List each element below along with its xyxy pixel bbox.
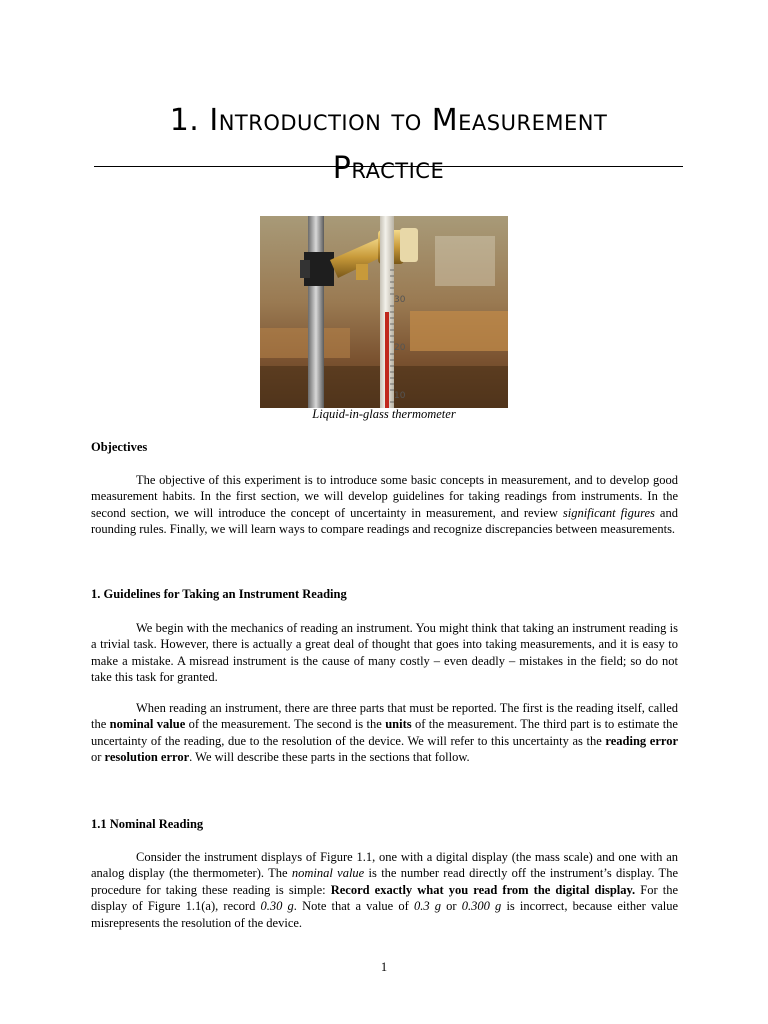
guidelines-paragraph-1: We begin with the mechanics of reading an instrument. You might think that taking an instrument reading is a trivial task. However, there is actually a great deal of thought that goes into taking measurements, and it is easy to make a mistake. A misread instrument is the cause of many costly – even deadly – mistakes in the field; so do not take this task for granted. xyxy=(91,621,678,685)
scale-label-30: 30 xyxy=(394,295,406,305)
chapter-title-line1: 1. Introduction to Measurement xyxy=(169,103,608,138)
scale-label-20: 20 xyxy=(394,343,406,353)
scale-label-10: 10 xyxy=(394,391,406,401)
significant-figures-term: significant figures xyxy=(562,505,655,520)
objectives-paragraph: The objective of this experiment is to introduce some basic concepts in measurement, and to develop good measurement habits. In the first section, we will develop guidelines for taking readings from instruments. In the second section, we will introduce the concept of uncertainty in measurement, and review significant figures and rounding rules. Finally, we will learn ways to compare readings and recognize discrepancies between measurements. xyxy=(91,473,678,537)
objectives-heading: Objectives xyxy=(91,440,148,454)
reading-error-term: reading error xyxy=(605,733,678,748)
resolution-error-term: resolution error xyxy=(104,750,190,765)
nominal-reading-heading: 1.1 Nominal Reading xyxy=(91,817,204,831)
guidelines-heading: 1. Guidelines for Taking an Instrument Reading xyxy=(91,587,347,601)
units-term: units xyxy=(385,717,412,732)
chapter-title xyxy=(94,97,683,193)
figure-caption: Liquid-in-glass thermometer xyxy=(312,407,456,421)
title-rule xyxy=(94,166,683,167)
nominal-reading-paragraph: Consider the instrument displays of Figure 1.1, one with a digital display (the mass scale) and one with an analog display (the thermometer). The nominal value is the number read directly off the instrument’s display. The procedure for taking these reading is simple: Record exactly what you read from the digital display. For the display of Figure 1.1(a), record 0.30 g. Note that a value of 0.3 g or 0.300 g is incorrect, because either value misrepresents the resolution of the device. xyxy=(91,850,679,930)
chapter-title-line2: Practice xyxy=(332,151,445,186)
guidelines-paragraph-2: When reading an instrument, there are three parts that must be reported. The first is the reading itself, called the nominal value of the measurement. The second is the units of the measurement. The third part is to estimate the uncertainty of the reading, due to the resolution of the device. We will refer to this uncertainty as the reading error or resolution error. We will describe these parts in the sections that follow. xyxy=(91,701,678,765)
nominal-value-term: nominal value xyxy=(109,717,186,732)
thermometer-photo xyxy=(260,216,508,408)
page-number: 1 xyxy=(380,960,388,974)
